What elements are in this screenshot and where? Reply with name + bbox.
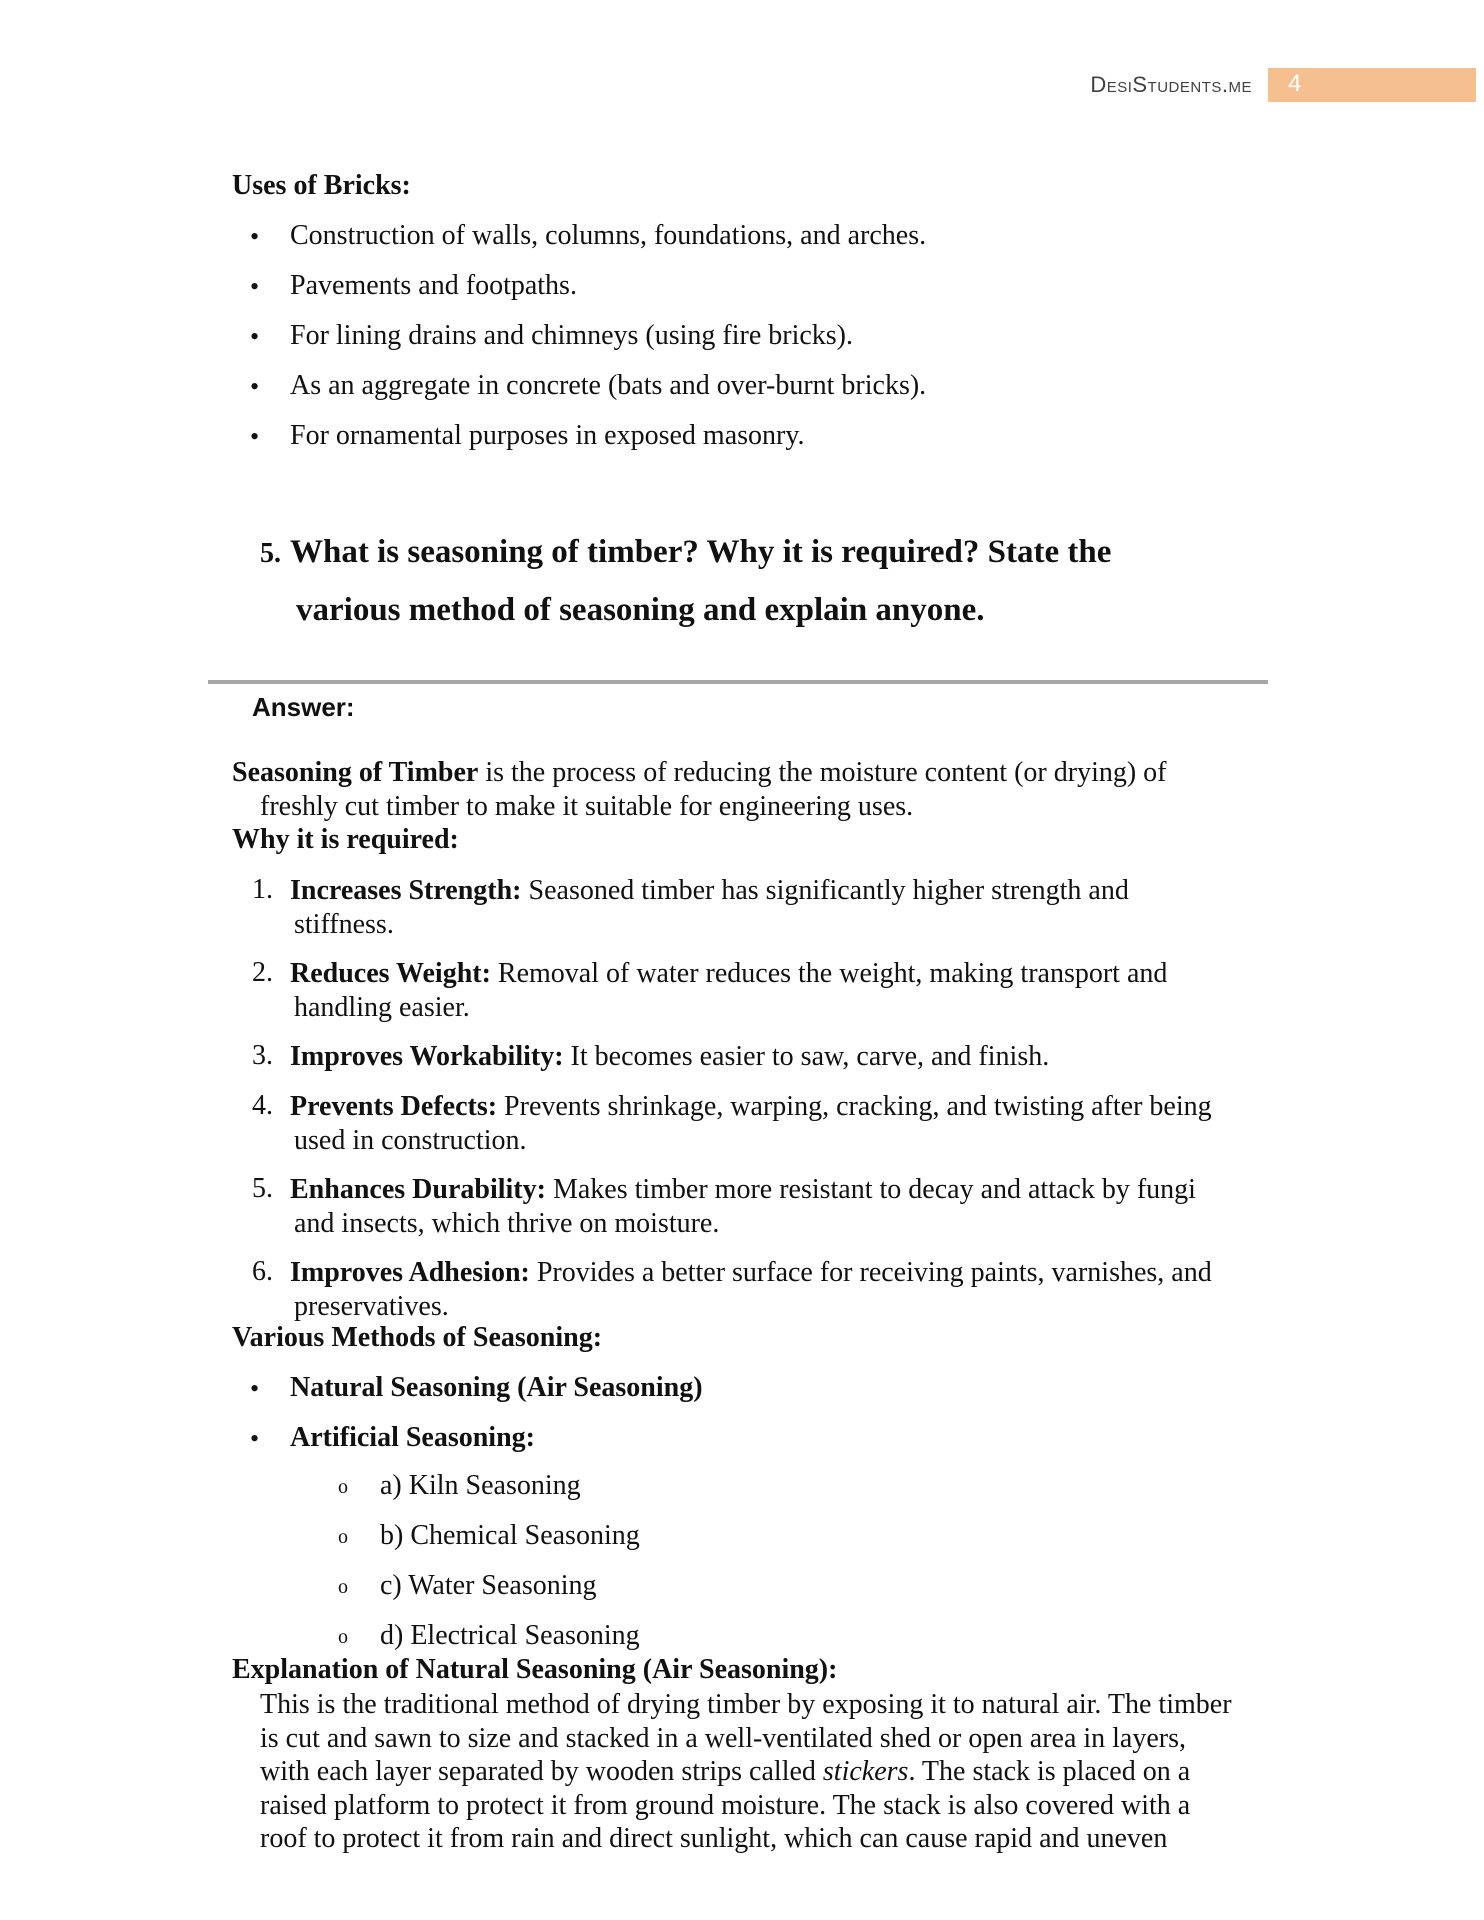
question-line-1: What is seasoning of timber? Why it is required? State the [290,534,1112,570]
definition-text-2: freshly cut timber to make it suitable for engineering uses. [260,790,914,822]
circle-bullet-icon: o [338,1526,348,1548]
list-number: 4. [252,1090,273,1121]
sub-list-item: d) Electrical Seasoning [380,1620,640,1651]
definition-text-1: is the process of reducing the moisture content (or drying) of [478,757,1167,788]
list-item: Artificial Seasoning: [290,1422,535,1453]
item-title: Improves Adhesion: [290,1257,530,1288]
bullet-icon: • [250,322,260,351]
item-text: Seasoned timber has significantly higher strength and [521,875,1129,906]
circle-bullet-icon: o [338,1476,348,1498]
list-number: 2. [252,957,273,988]
list-item [290,874,1129,941]
definition-term: Seasoning of Timber [232,757,479,788]
bullet-icon: • [250,1374,260,1403]
item-text-cont: handling easier. [294,991,470,1023]
bullet-icon: • [250,372,260,401]
explanation-line: This is the traditional method of drying timber by exposing it to natural air. The timber [260,1689,1232,1720]
bullet-icon: • [250,272,260,301]
page-number-box [1268,68,1476,102]
list-item [290,1040,1049,1074]
explanation-text: with each layer separated by wooden strips called [260,1756,823,1787]
explanation-line: roof to protect it from rain and direct sunlight, which can cause rapid and uneven [260,1823,1168,1854]
explanation-text: . The stack is placed on a [908,1756,1191,1787]
explanation-paragraph [260,1688,1232,1856]
list-item [290,1173,1196,1240]
item-text: It becomes easier to saw, carve, and finish. [563,1041,1050,1072]
section-divider [208,680,1268,684]
bullet-icon: • [250,222,260,251]
bullet-icon: • [250,422,260,451]
page-number: 4 [1288,70,1302,97]
methods-heading: Various Methods of Seasoning: [232,1322,603,1353]
item-text-cont: stiffness. [294,908,394,940]
sub-list-item: b) Chemical Seasoning [380,1520,640,1551]
question-number: 5. [260,538,281,569]
sub-list-item: a) Kiln Seasoning [380,1470,581,1501]
explanation-line: is cut and sawn to size and stacked in a well-ventilated shed or open area in layers, [260,1722,1187,1754]
list-item: Construction of walls, columns, foundations, and arches. [290,220,927,251]
sub-list-item: c) Water Seasoning [380,1570,597,1601]
circle-bullet-icon: o [338,1576,348,1598]
list-item [290,1256,1212,1323]
explanation-line: raised platform to protect it from ground moisture. The stack is also covered with a [260,1789,1191,1821]
question-line-2: various method of seasoning and explain anyone. [296,592,985,628]
uses-of-bricks-heading: Uses of Bricks: [232,170,411,201]
list-item: As an aggregate in concrete (bats and over-burnt bricks). [290,370,927,401]
item-text-cont: preservatives. [294,1290,449,1322]
explanation-line [260,1755,1232,1789]
list-item: For ornamental purposes in exposed masonry. [290,420,805,451]
list-item: Natural Seasoning (Air Seasoning) [290,1372,703,1403]
list-item [290,1090,1212,1157]
list-number: 3. [252,1040,273,1071]
stickers-term: stickers [822,1756,909,1787]
item-title: Prevents Defects: [290,1091,498,1122]
list-number: 1. [252,874,273,905]
item-title: Increases Strength: [290,875,522,906]
item-title: Improves Workability: [290,1041,564,1072]
site-name: DesiStudents.me [1090,72,1252,97]
list-number: 6. [252,1256,273,1287]
page-header [0,68,1484,102]
item-text-cont: used in construction. [294,1124,527,1156]
item-text: Provides a better surface for receiving paints, varnishes, and [529,1257,1212,1288]
item-title: Reduces Weight: [290,958,491,989]
item-title: Enhances Durability: [290,1174,546,1205]
list-item [290,957,1167,1024]
item-text: Prevents shrinkage, warping, cracking, and twisting after being [497,1091,1212,1122]
list-item: Pavements and footpaths. [290,270,577,301]
why-required-heading: Why it is required: [232,824,459,855]
list-number: 5. [252,1173,273,1204]
item-text-cont: and insects, which thrive on moisture. [294,1207,720,1239]
circle-bullet-icon: o [338,1626,348,1648]
item-text: Makes timber more resistant to decay and attack by fungi [545,1174,1196,1205]
item-text: Removal of water reduces the weight, making transport and [490,958,1168,989]
list-item: For lining drains and chimneys (using fire bricks). [290,320,854,351]
explanation-heading: Explanation of Natural Seasoning (Air Seasoning): [232,1654,838,1685]
bullet-icon: • [250,1424,260,1453]
answer-label: Answer: [252,692,355,722]
definition-paragraph [232,756,1167,823]
